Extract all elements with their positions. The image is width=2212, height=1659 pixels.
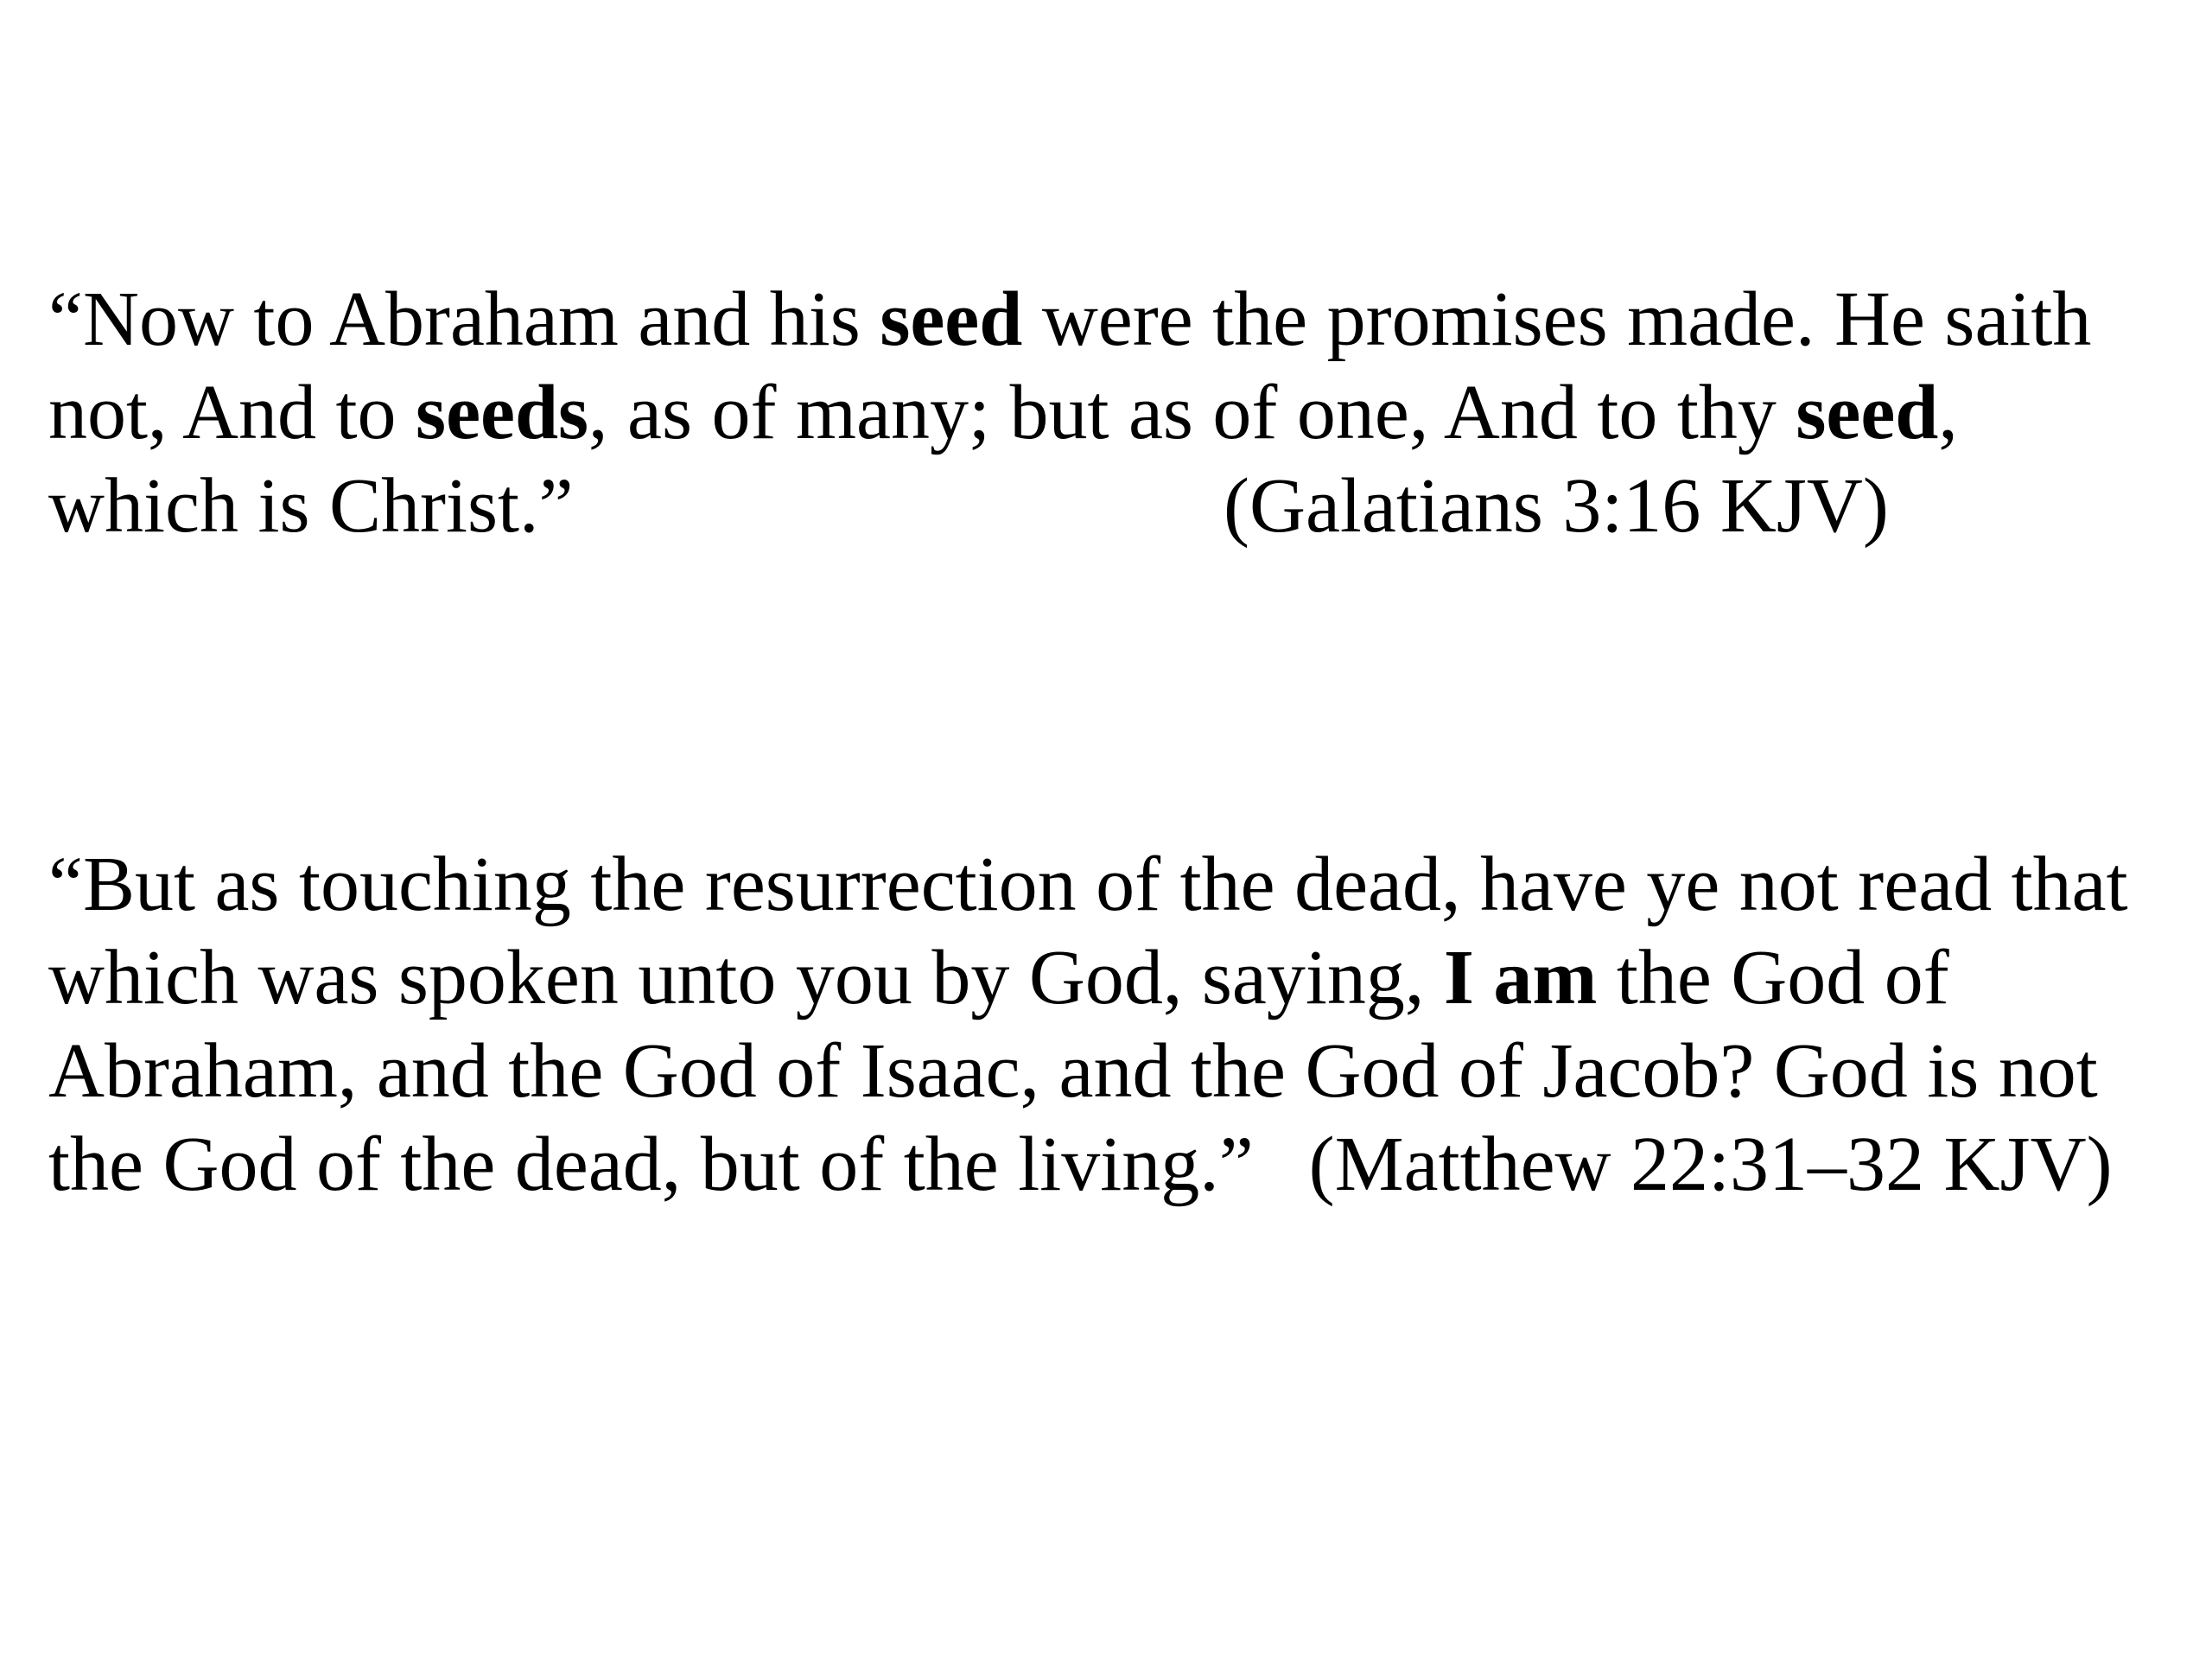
scripture-reference: (Galatians 3:16 KJV) [1224, 463, 1889, 549]
quote-line [48, 1118, 2157, 1211]
matthew-quote [48, 838, 2157, 1211]
quote-line [48, 273, 2157, 366]
quote-text: “Now to Abraham and his [48, 276, 880, 362]
quote-text: which is Christ.” [48, 463, 574, 549]
quote-text: which was spoken unto you by God, saying, [48, 935, 1444, 1020]
quote-text: “But as touching the resurrection of the dead, have ye not read that [48, 842, 2128, 927]
quote-text: Abraham, and the God of Isaac, and the God of Jacob? God is not [48, 1028, 2098, 1114]
quote-line [48, 838, 2157, 931]
emphasis-i-am: I am [1443, 935, 1598, 1020]
quote-text: not, And to [48, 370, 416, 455]
quote-text: the God of [1597, 935, 1949, 1020]
emphasis-seed: seed [880, 276, 1023, 362]
emphasis-seed: seed [1796, 370, 1939, 455]
quote-text: the God of the dead, but of the living.” [48, 1122, 1254, 1207]
quote-line [48, 931, 2157, 1025]
quote-line [48, 366, 2157, 460]
quote-text: , as of many; but as of one, And to thy [588, 370, 1796, 455]
quote-line [48, 1025, 2157, 1118]
quote-text: , [1938, 370, 1958, 455]
galatians-quote [48, 273, 2157, 553]
quote-line [48, 460, 2157, 553]
emphasis-seeds: seeds [416, 370, 589, 455]
quote-text: were the promises made. He saith [1022, 276, 2092, 362]
scripture-reference: (Matthew 22:31–32 KJV) [1308, 1122, 2113, 1207]
